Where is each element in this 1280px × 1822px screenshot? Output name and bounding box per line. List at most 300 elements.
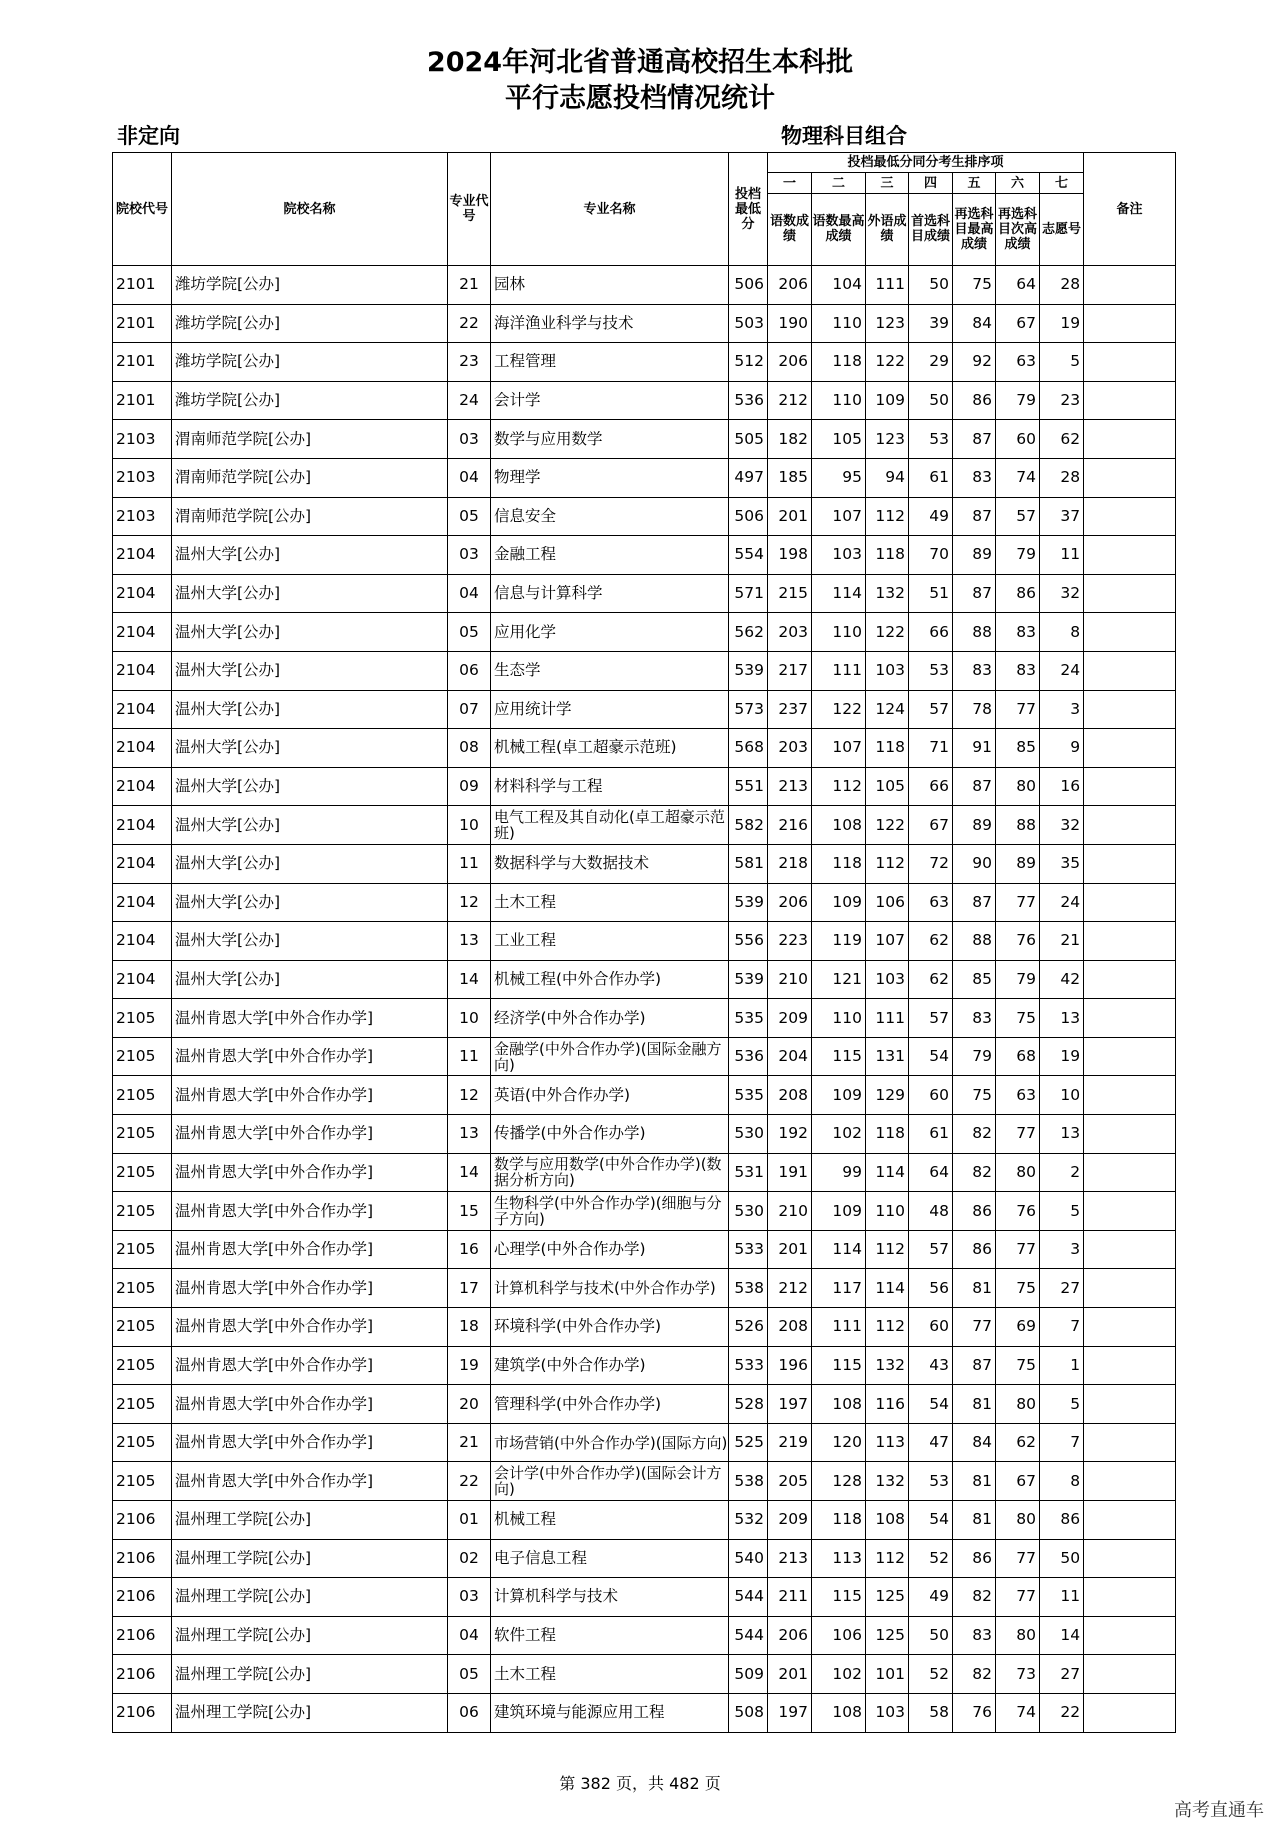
cell-rank-2: 117 (812, 1269, 866, 1308)
cell-rank-7: 28 (1040, 266, 1084, 305)
cell-rank-4: 56 (909, 1269, 953, 1308)
cell-rank-5: 83 (953, 1616, 996, 1655)
table-row (113, 1462, 1176, 1501)
cell-remarks (1084, 1539, 1176, 1578)
cell-rank-4: 51 (909, 574, 953, 613)
cell-rank-1: 217 (768, 651, 812, 690)
cell-remarks (1084, 1462, 1176, 1501)
cell-major-name: 环境科学(中外合作办学) (491, 1308, 729, 1347)
cell-rank-5: 78 (953, 690, 996, 729)
cell-major-name: 海洋渔业科学与技术 (491, 304, 729, 343)
cell-min-score: 551 (729, 767, 768, 806)
table-row (113, 1385, 1176, 1424)
cell-school-code: 2104 (113, 613, 172, 652)
cell-school-code: 2104 (113, 960, 172, 999)
header-rank-number: 二 (812, 173, 866, 193)
cell-rank-4: 52 (909, 1655, 953, 1694)
cell-rank-3: 116 (866, 1385, 909, 1424)
cell-rank-5: 92 (953, 343, 996, 382)
header-rank-group: 投档最低分同分考生排序项 (768, 153, 1084, 173)
category-label: 非定向 (117, 124, 180, 148)
cell-major-name: 材料科学与工程 (491, 767, 729, 806)
table-row (113, 1115, 1176, 1154)
cell-rank-5: 77 (953, 1308, 996, 1347)
cell-school-name: 潍坊学院[公办] (172, 381, 448, 420)
table-row (113, 651, 1176, 690)
cell-min-score: 571 (729, 574, 768, 613)
subject-group-label: 物理科目组合 (781, 124, 907, 148)
cell-rank-6: 77 (996, 883, 1040, 922)
cell-school-name: 温州肯恩大学[中外合作办学] (172, 1308, 448, 1347)
cell-school-code: 2106 (113, 1501, 172, 1540)
cell-rank-6: 73 (996, 1655, 1040, 1694)
cell-rank-3: 109 (866, 381, 909, 420)
cell-rank-2: 108 (812, 1693, 866, 1732)
cell-major-name: 工业工程 (491, 922, 729, 961)
cell-rank-4: 72 (909, 844, 953, 883)
cell-rank-1: 215 (768, 574, 812, 613)
table-row (113, 458, 1176, 497)
cell-rank-4: 54 (909, 1385, 953, 1424)
cell-rank-5: 89 (953, 536, 996, 575)
cell-major-code: 19 (448, 1346, 491, 1385)
cell-min-score: 544 (729, 1578, 768, 1617)
cell-major-code: 14 (448, 960, 491, 999)
cell-rank-4: 54 (909, 1501, 953, 1540)
cell-rank-6: 88 (996, 806, 1040, 845)
cell-rank-7: 3 (1040, 690, 1084, 729)
cell-remarks (1084, 1655, 1176, 1694)
cell-rank-1: 192 (768, 1115, 812, 1154)
table-row (113, 1269, 1176, 1308)
admission-table (112, 152, 1176, 1733)
cell-remarks (1084, 806, 1176, 845)
cell-rank-2: 111 (812, 651, 866, 690)
cell-major-code: 17 (448, 1269, 491, 1308)
cell-rank-3: 108 (866, 1501, 909, 1540)
table-header (113, 153, 1176, 266)
cell-min-score: 533 (729, 1346, 768, 1385)
cell-rank-1: 197 (768, 1693, 812, 1732)
cell-rank-1: 208 (768, 1308, 812, 1347)
cell-rank-1: 201 (768, 497, 812, 536)
cell-remarks (1084, 497, 1176, 536)
cell-rank-7: 8 (1040, 1462, 1084, 1501)
cell-min-score: 556 (729, 922, 768, 961)
cell-min-score: 582 (729, 806, 768, 845)
cell-major-code: 22 (448, 1462, 491, 1501)
cell-min-score: 509 (729, 1655, 768, 1694)
cell-major-code: 24 (448, 381, 491, 420)
page-title-line2: 平行志愿投档情况统计 (505, 83, 775, 114)
cell-rank-5: 85 (953, 960, 996, 999)
cell-min-score: 535 (729, 1076, 768, 1115)
cell-rank-5: 91 (953, 729, 996, 768)
cell-rank-4: 71 (909, 729, 953, 768)
cell-rank-3: 123 (866, 420, 909, 459)
cell-major-name: 应用化学 (491, 613, 729, 652)
cell-rank-7: 35 (1040, 844, 1084, 883)
cell-rank-1: 206 (768, 266, 812, 305)
cell-school-name: 渭南师范学院[公办] (172, 420, 448, 459)
cell-rank-2: 120 (812, 1423, 866, 1462)
cell-rank-7: 32 (1040, 574, 1084, 613)
cell-major-name: 软件工程 (491, 1616, 729, 1655)
cell-rank-2: 109 (812, 1076, 866, 1115)
cell-rank-1: 213 (768, 767, 812, 806)
cell-rank-2: 128 (812, 1462, 866, 1501)
cell-school-name: 潍坊学院[公办] (172, 266, 448, 305)
cell-rank-5: 81 (953, 1501, 996, 1540)
cell-rank-5: 87 (953, 497, 996, 536)
cell-school-name: 温州肯恩大学[中外合作办学] (172, 1462, 448, 1501)
cell-rank-3: 122 (866, 806, 909, 845)
cell-rank-3: 101 (866, 1655, 909, 1694)
cell-rank-7: 24 (1040, 883, 1084, 922)
cell-rank-6: 86 (996, 574, 1040, 613)
cell-rank-1: 206 (768, 343, 812, 382)
cell-rank-5: 84 (953, 304, 996, 343)
cell-school-code: 2106 (113, 1693, 172, 1732)
cell-school-name: 温州肯恩大学[中外合作办学] (172, 1037, 448, 1076)
cell-rank-1: 210 (768, 960, 812, 999)
cell-school-code: 2104 (113, 729, 172, 768)
cell-rank-4: 58 (909, 1693, 953, 1732)
header-rank-number: 五 (953, 173, 996, 193)
cell-rank-5: 86 (953, 381, 996, 420)
cell-major-code: 01 (448, 1501, 491, 1540)
cell-rank-2: 107 (812, 729, 866, 768)
header-rank-item: 志愿号 (1040, 193, 1084, 265)
cell-rank-2: 108 (812, 1385, 866, 1424)
cell-rank-1: 206 (768, 883, 812, 922)
cell-remarks (1084, 1269, 1176, 1308)
cell-major-code: 06 (448, 1693, 491, 1732)
cell-rank-1: 190 (768, 304, 812, 343)
cell-school-code: 2104 (113, 883, 172, 922)
cell-rank-2: 118 (812, 844, 866, 883)
cell-school-code: 2106 (113, 1655, 172, 1694)
cell-remarks (1084, 613, 1176, 652)
cell-school-code: 2105 (113, 1115, 172, 1154)
cell-rank-2: 110 (812, 999, 866, 1038)
cell-rank-3: 103 (866, 1693, 909, 1732)
header-min-score: 投档最低分 (729, 153, 768, 266)
cell-rank-5: 82 (953, 1153, 996, 1192)
cell-rank-4: 53 (909, 420, 953, 459)
cell-rank-7: 11 (1040, 1578, 1084, 1617)
cell-min-score: 573 (729, 690, 768, 729)
cell-min-score: 538 (729, 1269, 768, 1308)
cell-rank-3: 106 (866, 883, 909, 922)
cell-remarks (1084, 1115, 1176, 1154)
header-rank-number: 一 (768, 173, 812, 193)
cell-min-score: 540 (729, 1539, 768, 1578)
cell-school-name: 温州理工学院[公办] (172, 1539, 448, 1578)
cell-rank-4: 60 (909, 1308, 953, 1347)
cell-remarks (1084, 1308, 1176, 1347)
table-row (113, 729, 1176, 768)
cell-school-name: 温州肯恩大学[中外合作办学] (172, 1115, 448, 1154)
cell-rank-3: 132 (866, 574, 909, 613)
cell-rank-7: 7 (1040, 1423, 1084, 1462)
cell-rank-6: 83 (996, 651, 1040, 690)
cell-rank-6: 74 (996, 1693, 1040, 1732)
cell-major-name: 经济学(中外合作办学) (491, 999, 729, 1038)
cell-rank-7: 32 (1040, 806, 1084, 845)
cell-rank-5: 79 (953, 1037, 996, 1076)
cell-school-name: 温州肯恩大学[中外合作办学] (172, 1076, 448, 1115)
cell-rank-5: 88 (953, 922, 996, 961)
cell-rank-7: 27 (1040, 1269, 1084, 1308)
cell-rank-1: 223 (768, 922, 812, 961)
cell-rank-5: 82 (953, 1655, 996, 1694)
table-row (113, 1230, 1176, 1269)
cell-rank-2: 110 (812, 304, 866, 343)
table-row (113, 844, 1176, 883)
cell-rank-7: 9 (1040, 729, 1084, 768)
cell-rank-4: 47 (909, 1423, 953, 1462)
cell-school-name: 渭南师范学院[公办] (172, 497, 448, 536)
cell-rank-7: 37 (1040, 497, 1084, 536)
cell-school-code: 2105 (113, 1076, 172, 1115)
cell-major-name: 数学与应用数学(中外合作办学)(数据分析方向) (491, 1153, 729, 1192)
cell-school-code: 2104 (113, 690, 172, 729)
cell-rank-6: 63 (996, 343, 1040, 382)
header-rank-item: 再选科目次高成绩 (996, 193, 1040, 265)
cell-school-code: 2104 (113, 922, 172, 961)
header-rank-number: 三 (866, 173, 909, 193)
cell-rank-2: 108 (812, 806, 866, 845)
cell-major-name: 英语(中外合作办学) (491, 1076, 729, 1115)
header-major-name: 专业名称 (491, 153, 729, 266)
cell-rank-3: 111 (866, 999, 909, 1038)
cell-rank-3: 122 (866, 343, 909, 382)
cell-rank-3: 110 (866, 1192, 909, 1231)
cell-rank-4: 62 (909, 960, 953, 999)
cell-major-code: 12 (448, 883, 491, 922)
cell-major-name: 机械工程(卓工超豪示范班) (491, 729, 729, 768)
cell-rank-4: 61 (909, 458, 953, 497)
cell-rank-5: 81 (953, 1269, 996, 1308)
cell-min-score: 506 (729, 266, 768, 305)
cell-major-code: 02 (448, 1539, 491, 1578)
cell-school-name: 温州理工学院[公办] (172, 1693, 448, 1732)
cell-rank-3: 123 (866, 304, 909, 343)
cell-rank-4: 48 (909, 1192, 953, 1231)
cell-rank-7: 5 (1040, 343, 1084, 382)
cell-rank-4: 43 (909, 1346, 953, 1385)
cell-major-name: 生物科学(中外合作办学)(细胞与分子方向) (491, 1192, 729, 1231)
cell-major-name: 物理学 (491, 458, 729, 497)
cell-rank-6: 89 (996, 844, 1040, 883)
cell-remarks (1084, 690, 1176, 729)
cell-major-code: 14 (448, 1153, 491, 1192)
cell-rank-4: 70 (909, 536, 953, 575)
cell-school-code: 2104 (113, 574, 172, 613)
cell-school-code: 2105 (113, 1385, 172, 1424)
cell-rank-6: 69 (996, 1308, 1040, 1347)
cell-rank-6: 76 (996, 1192, 1040, 1231)
cell-remarks (1084, 1346, 1176, 1385)
cell-rank-6: 80 (996, 767, 1040, 806)
table-row (113, 1539, 1176, 1578)
cell-remarks (1084, 729, 1176, 768)
header-rank-item: 外语成绩 (866, 193, 909, 265)
cell-school-code: 2105 (113, 1269, 172, 1308)
cell-school-code: 2105 (113, 1423, 172, 1462)
cell-min-score: 568 (729, 729, 768, 768)
cell-rank-6: 67 (996, 1462, 1040, 1501)
cell-rank-3: 125 (866, 1616, 909, 1655)
cell-major-name: 建筑学(中外合作办学) (491, 1346, 729, 1385)
cell-rank-6: 62 (996, 1423, 1040, 1462)
cell-rank-5: 86 (953, 1192, 996, 1231)
cell-min-score: 506 (729, 497, 768, 536)
cell-school-code: 2104 (113, 844, 172, 883)
cell-rank-3: 125 (866, 1578, 909, 1617)
cell-major-name: 数学与应用数学 (491, 420, 729, 459)
cell-rank-3: 103 (866, 651, 909, 690)
cell-major-code: 05 (448, 497, 491, 536)
table-row (113, 922, 1176, 961)
cell-rank-1: 198 (768, 536, 812, 575)
cell-remarks (1084, 883, 1176, 922)
cell-school-code: 2105 (113, 999, 172, 1038)
cell-rank-3: 132 (866, 1346, 909, 1385)
cell-rank-2: 106 (812, 1616, 866, 1655)
cell-rank-1: 216 (768, 806, 812, 845)
cell-min-score: 535 (729, 999, 768, 1038)
cell-rank-2: 109 (812, 1192, 866, 1231)
cell-rank-2: 104 (812, 266, 866, 305)
cell-min-score: 536 (729, 381, 768, 420)
cell-min-score: 512 (729, 343, 768, 382)
cell-rank-3: 131 (866, 1037, 909, 1076)
cell-rank-7: 28 (1040, 458, 1084, 497)
cell-major-code: 03 (448, 1578, 491, 1617)
cell-rank-2: 110 (812, 613, 866, 652)
table-row (113, 1308, 1176, 1347)
cell-rank-6: 75 (996, 999, 1040, 1038)
cell-school-code: 2105 (113, 1153, 172, 1192)
cell-major-name: 生态学 (491, 651, 729, 690)
cell-major-name: 会计学 (491, 381, 729, 420)
cell-rank-4: 53 (909, 651, 953, 690)
header-rank-number: 六 (996, 173, 1040, 193)
cell-major-name: 信息与计算科学 (491, 574, 729, 613)
cell-major-code: 03 (448, 536, 491, 575)
cell-rank-7: 5 (1040, 1192, 1084, 1231)
cell-school-code: 2104 (113, 767, 172, 806)
cell-rank-5: 87 (953, 767, 996, 806)
cell-major-name: 园林 (491, 266, 729, 305)
cell-major-name: 建筑环境与能源应用工程 (491, 1693, 729, 1732)
cell-school-code: 2101 (113, 343, 172, 382)
cell-major-name: 应用统计学 (491, 690, 729, 729)
cell-min-score: 554 (729, 536, 768, 575)
cell-remarks (1084, 1037, 1176, 1076)
cell-school-name: 温州大学[公办] (172, 613, 448, 652)
cell-major-name: 工程管理 (491, 343, 729, 382)
cell-rank-5: 83 (953, 999, 996, 1038)
cell-rank-7: 2 (1040, 1153, 1084, 1192)
cell-rank-4: 29 (909, 343, 953, 382)
cell-school-code: 2101 (113, 266, 172, 305)
cell-rank-1: 201 (768, 1230, 812, 1269)
cell-rank-6: 83 (996, 613, 1040, 652)
cell-rank-6: 80 (996, 1616, 1040, 1655)
cell-school-name: 温州大学[公办] (172, 536, 448, 575)
cell-min-score: 508 (729, 1693, 768, 1732)
header-school-name: 院校名称 (172, 153, 448, 266)
cell-rank-2: 115 (812, 1578, 866, 1617)
cell-rank-6: 80 (996, 1501, 1040, 1540)
cell-rank-3: 118 (866, 1115, 909, 1154)
cell-remarks (1084, 1693, 1176, 1732)
cell-rank-7: 1 (1040, 1346, 1084, 1385)
cell-rank-4: 66 (909, 613, 953, 652)
cell-school-name: 温州理工学院[公办] (172, 1616, 448, 1655)
cell-major-code: 05 (448, 1655, 491, 1694)
cell-rank-2: 102 (812, 1655, 866, 1694)
table-row (113, 1423, 1176, 1462)
cell-remarks (1084, 960, 1176, 999)
cell-min-score: 526 (729, 1308, 768, 1347)
cell-rank-5: 89 (953, 806, 996, 845)
cell-rank-1: 213 (768, 1539, 812, 1578)
cell-major-name: 计算机科学与技术(中外合作办学) (491, 1269, 729, 1308)
cell-major-code: 22 (448, 304, 491, 343)
cell-rank-3: 112 (866, 497, 909, 536)
cell-rank-3: 112 (866, 1230, 909, 1269)
cell-major-name: 机械工程 (491, 1501, 729, 1540)
cell-rank-7: 27 (1040, 1655, 1084, 1694)
cell-rank-4: 60 (909, 1076, 953, 1115)
cell-major-code: 03 (448, 420, 491, 459)
cell-min-score: 562 (729, 613, 768, 652)
cell-major-code: 15 (448, 1192, 491, 1231)
table-row (113, 497, 1176, 536)
cell-school-code: 2104 (113, 536, 172, 575)
header-rank-number: 七 (1040, 173, 1084, 193)
cell-rank-1: 219 (768, 1423, 812, 1462)
cell-school-name: 潍坊学院[公办] (172, 304, 448, 343)
table-row (113, 613, 1176, 652)
cell-rank-7: 8 (1040, 613, 1084, 652)
cell-rank-4: 49 (909, 497, 953, 536)
cell-rank-5: 81 (953, 1462, 996, 1501)
cell-school-name: 温州肯恩大学[中外合作办学] (172, 1385, 448, 1424)
header-rank-item: 首选科目成绩 (909, 193, 953, 265)
cell-rank-3: 114 (866, 1269, 909, 1308)
cell-school-code: 2104 (113, 806, 172, 845)
cell-school-name: 潍坊学院[公办] (172, 343, 448, 382)
cell-rank-5: 90 (953, 844, 996, 883)
cell-major-name: 传播学(中外合作办学) (491, 1115, 729, 1154)
cell-remarks (1084, 1230, 1176, 1269)
cell-rank-2: 99 (812, 1153, 866, 1192)
cell-school-code: 2103 (113, 420, 172, 459)
cell-min-score: 530 (729, 1115, 768, 1154)
cell-school-name: 温州大学[公办] (172, 574, 448, 613)
cell-school-code: 2101 (113, 304, 172, 343)
cell-remarks (1084, 999, 1176, 1038)
cell-min-score: 530 (729, 1192, 768, 1231)
cell-rank-1: 203 (768, 613, 812, 652)
cell-rank-6: 85 (996, 729, 1040, 768)
table-row (113, 381, 1176, 420)
